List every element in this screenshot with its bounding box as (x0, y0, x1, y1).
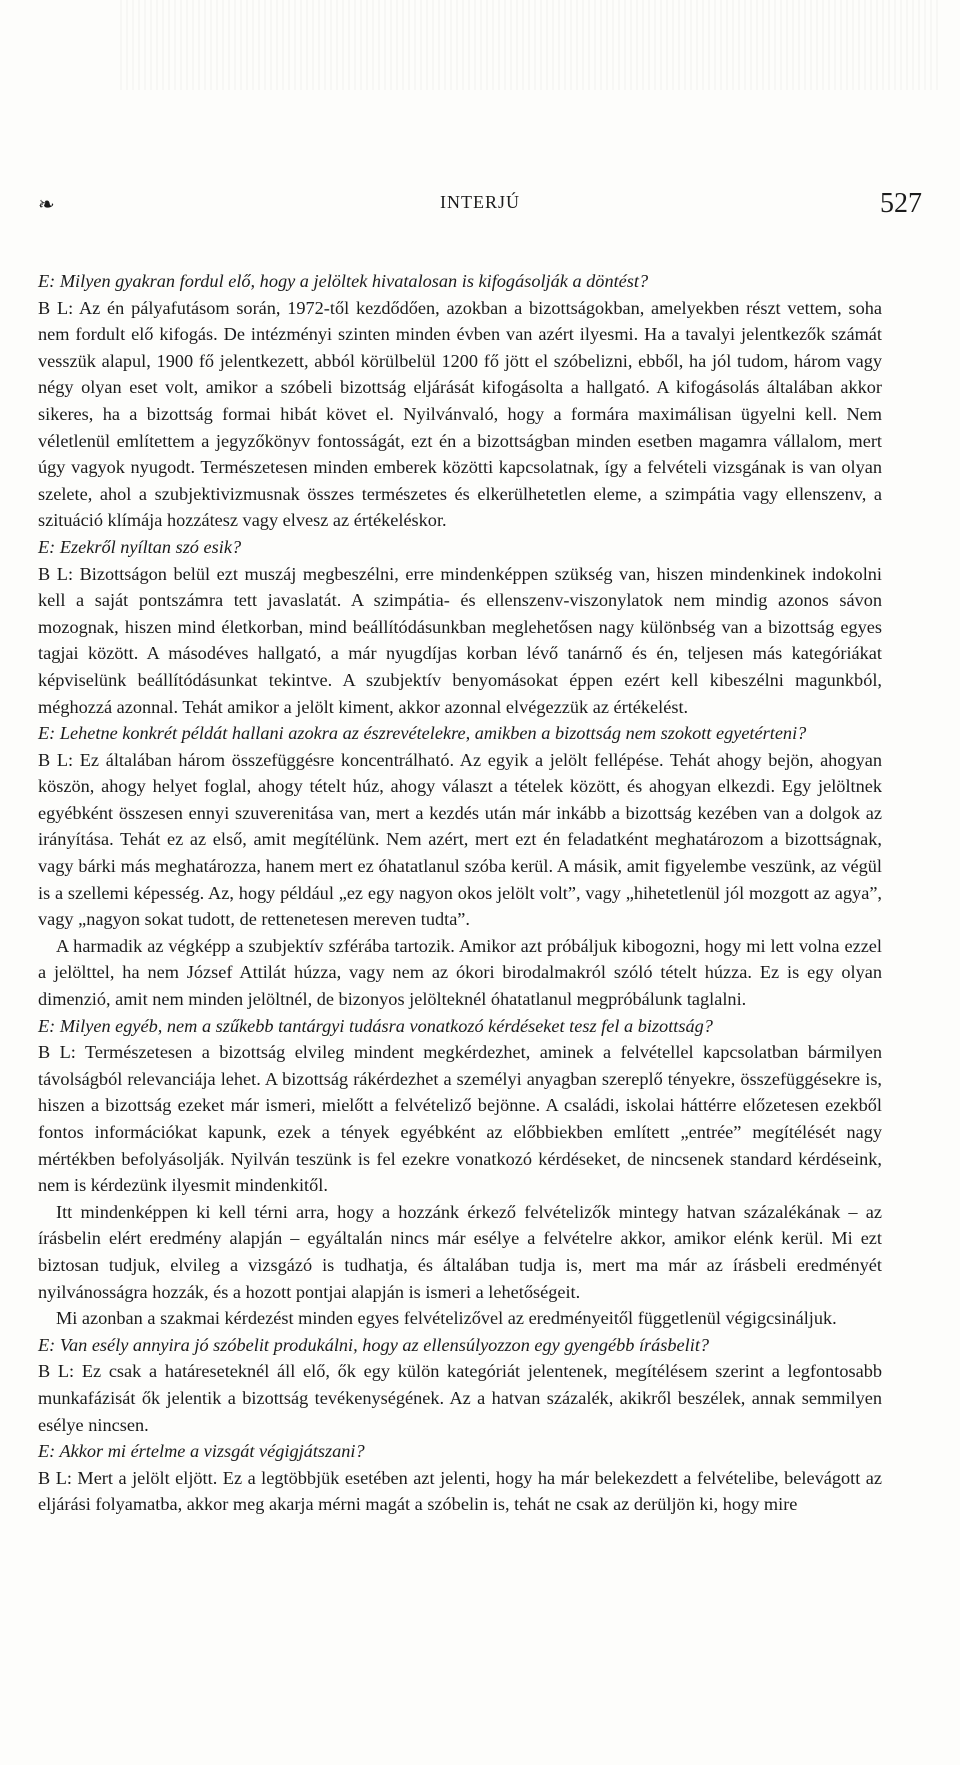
answer-continuation: Mi azonban a szakmai kérdezést minden egyes felvételizővel az eredményeitől függetlenül végigcsináljuk. (56, 1308, 837, 1329)
answer: B L: Mert a jelölt eljött. Ez a legtöbbjük esetében azt jelenti, hogy ha már belekezdett a felvételibe, belevágott az eljárási folyamatba, akkor meg akarja mérni magát a szóbelin is, tehát ne csak az derüljön ki, hogy mire (38, 1467, 882, 1515)
scan-noise (120, 0, 940, 90)
question: E: Lehetne konkrét példát hallani azokra az észrevételekre, amikben a bizottság nem szokott egyetérteni? (38, 723, 807, 744)
question: E: Milyen egyéb, nem a szűkebb tantárgyi tudásra vonatkozó kérdéseket tesz fel a bizottság? (38, 1015, 713, 1036)
answer: B L: Természetesen a bizottság elvileg mindent megkérdezhet, aminek a felvétellel kapcsolatban bármilyen távolságból relevanciája lehet. A bizottság rákérdezhet a személyi anyagban szereplő tényekre, összefüggésekre is, hiszen a bizottság ezeket már ismeri, mielőtt a felvételiző bejönne. A családi, iskolai háttérre előzetesen ezekből fontos információkat kapunk, ezek a tények egyébként az előbbiekben említett „entrée” megítélését nagy mértékben befolyásolják. Nyilván teszünk is fel ezekre vonatkozó kérdéseket, de nincsenek standard kérdéseink, nem is kérdezünk ilyesmit mindenkitől. (38, 1042, 882, 1196)
answer: B L: Ez általában három összefüggésre koncentrálható. Az egyik a jelölt fellépése. Tehát ahogy bejön, ahogyan köszön, ahogy helyet foglal, ahogy tételt húz, ahogy választ a tételek között, és ahogyan elkezdi. Egy jelöltnek egyébként összesen ennyi szuverenitása van, mert a kezdés után már inkább a bizottság kezében van a dolgok az irányítása. Tehát ez az első, amit megítélünk. Nem azért, mert ezt én feladatként meghatározom a bizottságnak, vagy bárki más meghatározza, hanem mert ez óhatatlanul szóba kerül. A másik, amit figyelembe veszünk, az végül is a szellemi képesség. Az, hogy például „ez egy nagyon okos jelölt volt”, vagy „hihetetlenül jól mozgott az agya”, vagy „nagyon sokat tudott, de rettenetesen mereven tudta”. (38, 749, 882, 930)
interview-text (38, 268, 882, 1518)
answer-continuation: A harmadik az végképp a szubjektív szférába tartozik. Amikor azt próbáljuk kibogozni, hogy mi lett volna ezzel a jelölttel, ha nem József Attilát húzza, vagy nem az ókori birodalmakról szóló tételt húzza. Ez is egy olyan dimenzió, amit nem minden jelöltnél, de bizonyos jelölteknél óhatatlanul megpróbálunk taglalni. (38, 935, 882, 1010)
page-header (38, 188, 922, 220)
question: E: Van esély annyira jó szóbelit produkálni, hogy az ellensúlyozzon egy gyengébb írásbelit? (38, 1334, 710, 1355)
question: E: Akkor mi értelme a vizsgát végigjátszani? (38, 1441, 365, 1462)
ornament-icon: ❧ (38, 194, 55, 216)
question: E: Milyen gyakran fordul elő, hogy a jelöltek hivatalosan is kifogásolják a döntést? (38, 271, 649, 291)
answer: B L: Ez csak a határeseteknél áll elő, ők egy külön kategóriát jelentenek, megítélésem szerint a legfontosabb munkafázisát ők jelentik a bizottság tevékenységének. Az a hatvan százalék, akikről beszélek, annak semmilyen esélye nincsen. (38, 1361, 882, 1435)
running-title: INTERJÚ (440, 192, 520, 212)
answer: B L: Bizottságon belül ezt muszáj megbeszélni, erre mindenképpen szükség van, hiszen mindenkinek indokolni kell a saját pontszámra tett javaslatát. A szimpátia- és ellenszenv-viszonylatok nem mindig azonos sávon mozognak, hiszen mind életkorban, mind beállítódásunkban meglehetősen nagy különbség van a bizottság egyes tagjai között. A másodéves hallgató, a már nyugdíjas korban lévő tanárnő és én, teljesen más kategóriákat képviselünk beállítódásunkat tekintve. A szubjektív benyomásokat éppen ezért kell kibeszélni magunkból, méghozzá azonnal. Tehát amikor a jelölt kiment, akkor azonnal elvégezzük az értékelést. (38, 563, 882, 717)
answer-continuation: Itt mindenképpen ki kell térni arra, hogy a hozzánk érkező felvételizők mintegy hatvan százalékának – az írásbelin elért eredmény alapján – egyáltalán nincs már esélye a felvételre akkor, amikor elénk kerül. Mi ezt biztosan tudjuk, elvileg a vizsgázó is tudhatja, és általában tudja is, mert ma már az írásbeli eredményét nyilvánosságra hozzák, és a hozott pontjai alapján is ismeri a lehetőségeit. (38, 1201, 882, 1302)
page-number: 527 (880, 188, 922, 219)
question: E: Ezekről nyíltan szó esik? (38, 536, 242, 557)
answer: B L: Az én pályafutásom során, 1972-től kezdődően, azokban a bizottságokban, amelyekben részt vettem, soha nem fordult elő kifogás. De intézményi szinten minden évben van azért ilyesmi. Ha a tavalyi jelentkezők számát vesszük alapul, 1900 fő jelentkezett, abból körülbelül 1200 fő jött el szóbelizni, ebből, ha jól tudom, három vagy négy olyan eset volt, amikor a szóbeli bizottság eljárását kifogásolta a hallgató. A kifogásolás általában akkor sikeres, ha a bizottság formai hibát követ el. Nyilvánvaló, hogy a formára maximálisan ügyelni kell. Nem véletlenül említettem a jegyzőkönyv fontosságát, ezt én a bizottságban minden esetben magamra vállalom, mert úgy vagyok nyugodt. Természetesen minden emberek közötti kapcsolatnak, így a felvételi vizsgának is van olyan szelete, ahol a szubjektivizmusnak összes természetes és elkerülhetetlen eleme, a szimpátia vagy ellenszenv, a szituáció klímája hozzátesz vagy elvesz az értékeléskor. (38, 297, 882, 531)
